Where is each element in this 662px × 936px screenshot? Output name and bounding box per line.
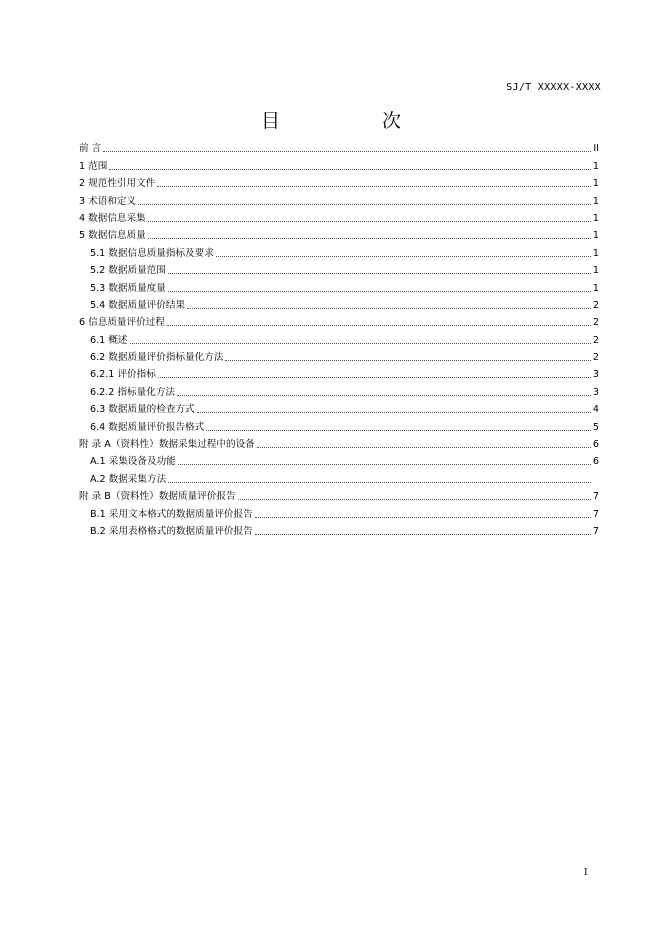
toc-entry-label: 6 信息质量评价过程	[79, 317, 165, 329]
leader-dots	[197, 411, 591, 413]
leader-dots	[257, 446, 591, 448]
leader-dots	[148, 220, 591, 222]
toc-entry-label: B.1 采用文本格式的数据质量评价报告	[90, 508, 253, 520]
toc-entry-label: A.2 数据采集方法	[90, 473, 167, 485]
leader-dots	[238, 498, 591, 500]
toc-entry-page: 1	[592, 265, 599, 277]
toc-entry-label: 5.1 数据信息质量指标及要求	[90, 247, 214, 259]
toc-entry-label: 6.4 数据质量评价报告格式	[90, 421, 205, 433]
leader-dots	[255, 533, 591, 535]
toc-entry[interactable]	[79, 277, 599, 294]
toc-entry-label: 2 规范性引用文件	[79, 178, 156, 190]
toc-entry-page: 1	[592, 160, 599, 172]
toc-entry-page: 1	[592, 212, 599, 224]
toc-entry-label: 4 数据信息采集	[79, 212, 146, 224]
toc-entry-label: 附 录 A（资料性）数据采集过程中的设备	[79, 439, 255, 451]
page-number: I	[584, 868, 588, 878]
leader-dots	[158, 376, 591, 378]
toc-entry[interactable]	[79, 486, 599, 503]
toc-entry-page: 2	[592, 352, 599, 364]
toc-entry-label: 3 术语和定义	[79, 195, 137, 207]
toc-entry[interactable]	[79, 434, 599, 451]
toc-entry-label: A.1 采集设备及功能	[90, 456, 176, 468]
toc-entry-page: 3	[592, 386, 599, 398]
toc-entry[interactable]	[79, 399, 599, 416]
toc-entry-label: 前 言	[79, 143, 102, 155]
toc-entry-page: 1	[592, 282, 599, 294]
toc-entry-label: 5.4 数据质量评价结果	[90, 299, 186, 311]
toc-entry-page: 1	[592, 230, 599, 242]
toc-entry-page: 3	[592, 369, 599, 381]
page-title: 目 次	[260, 110, 450, 132]
toc-entry-label: 5.3 数据质量度量	[90, 282, 166, 294]
leader-dots	[167, 324, 591, 326]
toc-entry[interactable]	[79, 155, 599, 172]
leader-dots	[168, 290, 591, 292]
toc-entry[interactable]	[79, 138, 599, 155]
toc-entry[interactable]	[79, 468, 599, 485]
toc-entry[interactable]	[79, 173, 599, 190]
toc-entry-page: 1	[592, 247, 599, 259]
leader-dots	[177, 394, 591, 396]
toc-entry-label: 5 数据信息质量	[79, 230, 146, 242]
toc-entry-page: 4	[592, 404, 599, 416]
toc-entry[interactable]	[79, 260, 599, 277]
leader-dots	[109, 168, 591, 170]
toc-entry-label: B.2 采用表格格式的数据质量评价报告	[90, 525, 253, 537]
toc-entry-label: 1 范围	[79, 160, 108, 172]
toc-entry-label: 6.1 概述	[90, 334, 128, 346]
toc-entry-label: 6.2 数据质量评价指标量化方法	[90, 352, 224, 364]
leader-dots	[216, 255, 591, 257]
toc-entry[interactable]	[79, 225, 599, 242]
leader-dots	[187, 307, 591, 309]
leader-dots	[168, 272, 591, 274]
leader-dots	[225, 359, 590, 361]
document-code: SJ/T XXXXX-XXXX	[506, 82, 601, 93]
toc-entry-label: 附 录 B（资料性）数据质量评价报告	[79, 491, 236, 503]
toc-entry[interactable]	[79, 451, 599, 468]
toc-entry[interactable]	[79, 381, 599, 398]
leader-dots	[178, 463, 591, 465]
leader-dots	[148, 237, 591, 239]
toc-entry-label: 6.2.1 评价指标	[90, 369, 156, 381]
toc-entry[interactable]	[79, 242, 599, 259]
toc-entry-page: 5	[592, 421, 599, 433]
toc-entry[interactable]	[79, 364, 599, 381]
leader-dots	[138, 203, 591, 205]
toc-entry[interactable]	[79, 347, 599, 364]
toc-entry-page: II	[593, 143, 599, 155]
leader-dots	[206, 429, 591, 431]
toc-entry[interactable]	[79, 208, 599, 225]
toc-entry-page: 7	[592, 525, 599, 537]
toc-entry-page: 7	[592, 508, 599, 520]
toc-entry[interactable]	[79, 329, 599, 346]
toc-entry[interactable]	[79, 190, 599, 207]
toc-entry-page: 2	[592, 299, 599, 311]
toc-entry-page: 2	[592, 334, 599, 346]
toc-entry-label: 5.2 数据质量范围	[90, 265, 166, 277]
toc-entry[interactable]	[79, 295, 599, 312]
leader-dots	[103, 150, 591, 152]
leader-dots	[168, 481, 591, 483]
toc-entry-page: 1	[592, 178, 599, 190]
toc-entry[interactable]	[79, 521, 599, 538]
leader-dots	[130, 342, 591, 344]
toc-entry-page: 6	[592, 439, 599, 451]
toc-entry-page: 6	[592, 456, 599, 468]
toc-entry-page: 7	[592, 491, 599, 503]
table-of-contents	[79, 138, 599, 538]
toc-entry-page: 2	[592, 317, 599, 329]
toc-entry-label: 6.3 数据质量的检查方式	[90, 404, 195, 416]
leader-dots	[255, 516, 591, 518]
toc-entry-page: 1	[592, 195, 599, 207]
leader-dots	[157, 185, 591, 187]
toc-entry[interactable]	[79, 312, 599, 329]
toc-entry[interactable]	[79, 416, 599, 433]
toc-entry[interactable]	[79, 503, 599, 520]
toc-entry-label: 6.2.2 指标量化方法	[90, 386, 176, 398]
